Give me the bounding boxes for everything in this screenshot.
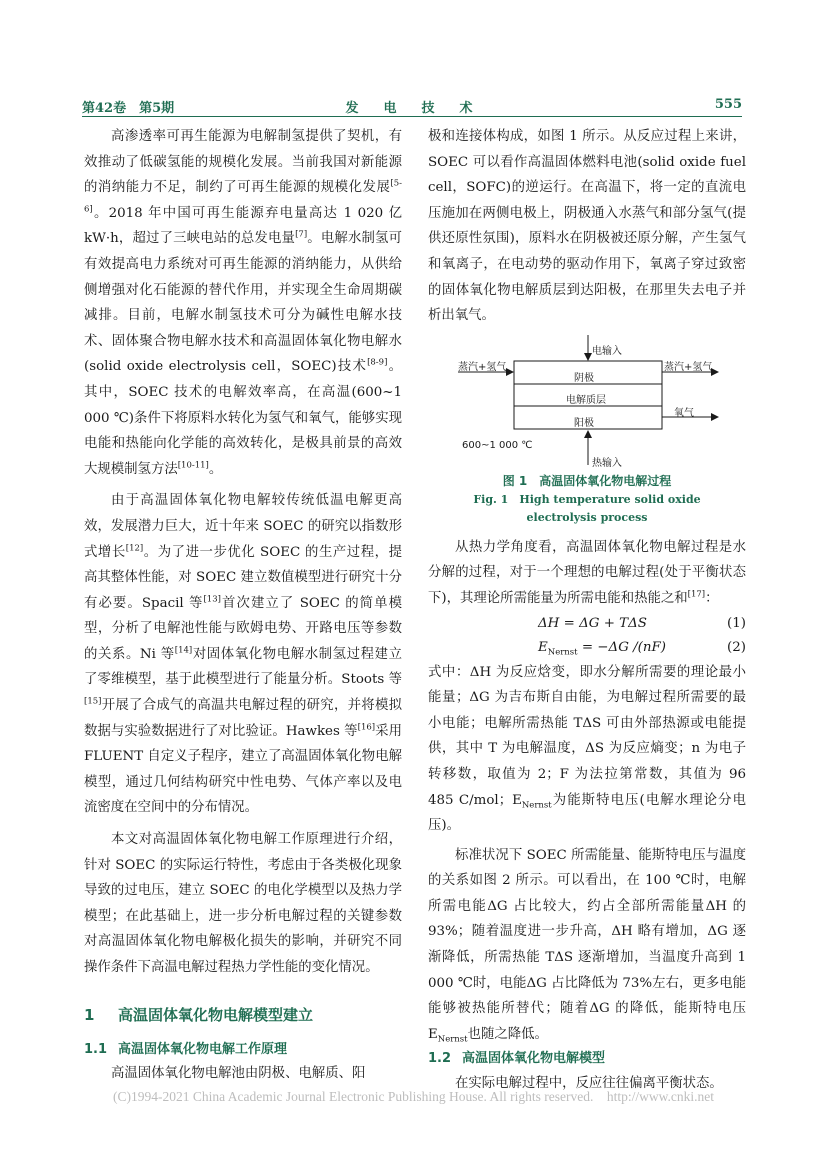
figure-caption-cn: 图 1 高温固体氧化物电解过程 xyxy=(502,473,672,488)
equation-expression xyxy=(538,636,666,660)
text-run: ： xyxy=(705,590,719,606)
paragraph-principle: 高温固体氧化物电解池由阴极、电解质、阳 xyxy=(111,1065,366,1081)
text-run: 。其中，SOEC 技术的电解效率高，在高温(600~1 000 ℃)条件下将原料水转化为氢气和氧气，能够实现电能和热能向化学能的高效转化，是极具前景的高效大规模制氢方法 xyxy=(84,359,402,477)
temperature-label: 600~1 000 ℃ xyxy=(462,439,533,451)
text-run: 。 xyxy=(208,461,223,477)
citation: [17] xyxy=(687,589,706,600)
inlet-label: 蒸汽+氢气 xyxy=(458,361,507,373)
citation: [8-9] xyxy=(367,357,388,368)
citation: [16] xyxy=(357,722,376,733)
paragraph-intro-1 xyxy=(84,124,402,482)
header-rule xyxy=(82,116,742,117)
figure-caption-en: Fig. 1 High temperature solid oxide electrolysis process xyxy=(473,492,701,524)
text-run: 采用 FLUENT 自定义子程序，建立了高温固体氧化物电解模型，通过几何结构研究中性电势、气体产率以及电流密度在空间中的分布情况。 xyxy=(84,723,403,816)
power-in-label: 电输入 xyxy=(592,345,622,357)
citation: [10-11] xyxy=(177,460,209,471)
paragraph-intro-3: 本文对高温固体氧化物电解工作原理进行介绍，针对 SOEC 的实际运行特性，考虑由于各类极化现象导致的过电压，建立 SOEC 的电化学模型以及热力学模型；在此基础上，进一步分析电解过程的关键参数对高温固体氧化物电解极化损失的影响，并研究不同操作条件下高温电解过程热力学性能的变化情况。 xyxy=(84,832,402,975)
citation: [12] xyxy=(125,543,144,554)
cathode-label: 阴极 xyxy=(574,372,594,384)
heat-in-label: 热输入 xyxy=(592,457,622,469)
equation-expression: ΔH = ΔG + TΔS xyxy=(538,615,647,631)
citation: [14] xyxy=(174,645,193,656)
equation-number: (2) xyxy=(727,639,746,655)
page-number: 555 xyxy=(714,97,742,112)
copyright-watermark: (C)1994-2021 China Academic Journal Electronic Publishing House. All rights reserved. http://www.cnki.net xyxy=(113,1089,714,1104)
section-number: 1 xyxy=(84,1005,95,1024)
paragraph-model: 在实际电解过程中，反应往往偏离平衡状态。 xyxy=(455,1076,723,1092)
text-run: 开展了合成气的高温共电解过程的研究，并将模拟数据与实验数据进行了对比验证。Hawkes 等 xyxy=(84,698,402,739)
text-run: 高渗透率可再生能源为电解制氢提供了契机，有效推动了低碳氢能的规模化发展。当前我国对新能源的消纳能力不足，制约了可再生能源的规模化发展 xyxy=(84,129,402,196)
text-run: 。为了进一步优化 SOEC 的生产过程，提高其整体性能，对 SOEC 建立数值模型进行研究十分有必要。Spacil 等 xyxy=(84,544,402,611)
oxygen-label: 氧气 xyxy=(674,407,694,419)
text-run: 对固体氧化物电解水制氢过程建立了零维模型，基于此模型进行了能量分析。Stoots 等 xyxy=(84,646,402,688)
section-heading-1 xyxy=(84,1001,402,1029)
section-title: 高温固体氧化物电解模型 xyxy=(462,1051,606,1067)
subscript: Nernst xyxy=(521,800,552,811)
text-run: 为能斯特电压(电解水理论分电压)。 xyxy=(428,792,746,834)
text-run: 由于高温固体氧化物电解较传统低温电解更高效，发展潜力巨大，近十年来 SOEC 的研究以指数形式增长 xyxy=(84,493,402,560)
citation: [15] xyxy=(84,696,102,707)
journal-title: 发 电 技 术 xyxy=(345,101,479,116)
text-run: 。电解水制氢可有效提高电力系统对可再生能源的消纳能力，从供给侧增强对化石能源的替代作用，并实现全生命周期碳减排。目前，电解水制氢技术可分为碱性电解水技术、固体聚合物电解水技术和高温固体氧化物电解水(solid oxide electrolysis cell，SOEC)技术 xyxy=(84,231,402,375)
journal-volume-issue: 第42卷 第5期 xyxy=(82,101,175,116)
text-run: 标准状况下 SOEC 所需能量、能斯特电压与温度的关系如图 2 所示。可以看出，在 100 ℃时，电解所需电能ΔG 占比较大，约占全部所需能量ΔH 的 93%；随着温度进一步升高，ΔH 略有增加，ΔG 逐渐降低，所需热能 TΔS 逐渐增加，当温度升高到 1 000 ℃时，电能ΔG 占比降低为 73%左右，更多电能能够被热能所替代；随着ΔG 的降低，能斯特电压 E xyxy=(428,847,746,1042)
section-heading-1-1 xyxy=(84,1039,402,1061)
electrolyte-label: 电解质层 xyxy=(566,394,606,406)
text-run: E xyxy=(538,639,548,655)
paragraph-symbols xyxy=(428,660,746,839)
text-run: 式中：ΔH 为反应焓变，即水分解所需要的理论最小能量；ΔG 为吉布斯自由能，为电解过程所需要的最小电能；电解所需热能 TΔS 可由外部热源或电能提供，其中 T 为电解温度，ΔS 为反应熵变；n 为电子转移数，取值为 2；F 为法拉第常数，其值为 96 485 C/mol；E xyxy=(428,664,746,808)
text-run: 也随之降低。 xyxy=(467,1026,548,1042)
outlet-label: 蒸汽+氢气 xyxy=(664,361,713,373)
citation: [7] xyxy=(295,229,308,240)
text-run: 。2018 年中国可再生能源弃电量高达 1 020 亿 kW·h，超过了三峡电站的总发电量 xyxy=(84,205,402,247)
section-title: 高温固体氧化物电解模型建立 xyxy=(118,1005,314,1024)
text-run: 从热力学角度看，高温固体氧化物电解过程是水分解的过程，对于一个理想的电解过程(处于平衡状态下)，其理论所需能量为所需电能和热能之和 xyxy=(428,539,746,606)
right-column xyxy=(428,124,746,1097)
running-header xyxy=(82,97,742,117)
section-heading-1-2 xyxy=(428,1047,746,1071)
citation: [13] xyxy=(203,594,221,605)
text-run: 首次建立了 SOEC 的简单模型，分析了电解池性能与欧姆电势、开路电压等参数的关系。Ni 等 xyxy=(84,595,402,662)
equation-2 xyxy=(428,636,746,660)
citation: [5-6] xyxy=(84,178,402,215)
equation-1 xyxy=(428,612,746,636)
paragraph-intro-2 xyxy=(84,488,402,821)
section-number: 1.2 xyxy=(428,1051,452,1067)
paragraph-principle-cont: 极和连接体构成，如图 1 所示。从反应过程上来讲，SOEC 可以看作高温固体燃料电池(solid oxide fuel cell，SOFC)的逆运行。在高温下，将一定的直流电压施加在两侧电极上，阴极通入水蒸气和部分氢气(提供还原性氛围)，原料水在阴极被还原分解，产生氢气和氧离子，在电动势的驱动作用下，氧离子穿过致密的固体氧化物电解质层到达阳极，在那里失去电子并析出氧气。 xyxy=(428,129,746,324)
figure-1-diagram xyxy=(428,335,746,467)
subscript: Nernst xyxy=(547,647,578,658)
paragraph-thermo xyxy=(428,535,746,612)
left-column xyxy=(84,124,402,1086)
paragraph-fig2 xyxy=(428,843,746,1048)
section-number: 1.1 xyxy=(84,1041,108,1057)
equation-number: (1) xyxy=(727,615,746,631)
anode-label: 阳极 xyxy=(574,417,594,429)
subscript: Nernst xyxy=(437,1034,468,1045)
text-run: = −ΔG /(nF) xyxy=(577,639,667,655)
section-title: 高温固体氧化物电解工作原理 xyxy=(118,1041,288,1057)
